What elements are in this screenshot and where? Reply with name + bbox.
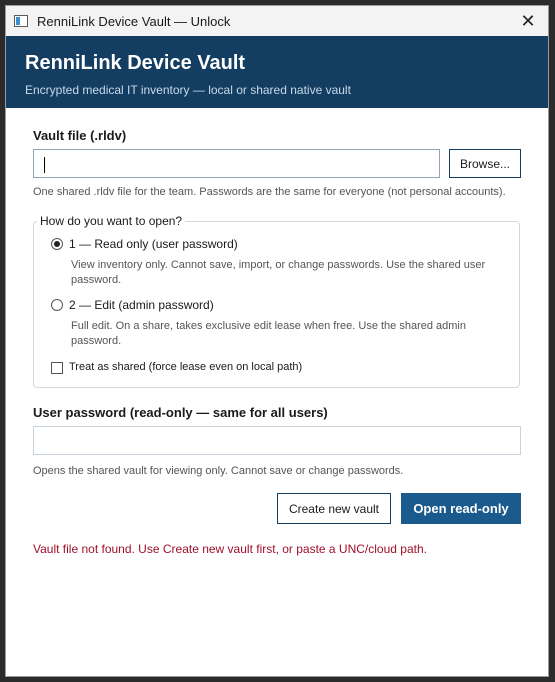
edit-label[interactable]: 2 — Edit (admin password) xyxy=(69,298,214,312)
status-error-message: Vault file not found. Use Create new vault first, or paste a UNC/cloud path. xyxy=(33,542,427,556)
password-hint: Opens the shared vault for viewing only. Cannot save or change passwords. xyxy=(33,465,404,477)
text-caret xyxy=(44,157,45,173)
read-only-radio[interactable] xyxy=(51,238,63,250)
open-read-only-button[interactable]: Open read-only xyxy=(401,493,521,524)
edit-radio[interactable] xyxy=(51,299,63,311)
title-bar xyxy=(6,6,548,36)
password-label: User password (read-only — same for all users) xyxy=(33,405,328,420)
password-input[interactable] xyxy=(33,426,521,455)
vault-file-hint: One shared .rldv file for the team. Passwords are the same for everyone (not personal accounts). xyxy=(33,186,506,198)
treat-as-shared-label[interactable]: Treat as shared (force lease even on local path) xyxy=(69,361,303,373)
banner-subtitle: Encrypted medical IT inventory — local or shared native vault xyxy=(25,83,351,97)
read-only-label[interactable]: 1 — Read only (user password) xyxy=(69,237,238,251)
open-mode-legend: How do you want to open? xyxy=(37,214,185,228)
treat-as-shared-checkbox[interactable] xyxy=(51,362,63,374)
edit-description: Full edit. On a share, takes exclusive edit lease when free. Use the shared admin password. xyxy=(71,320,466,347)
browse-button[interactable]: Browse... xyxy=(449,149,521,178)
header-banner xyxy=(6,36,548,108)
window-app-icon xyxy=(14,15,28,27)
window-title: RenniLink Device Vault — Unlock xyxy=(37,13,231,29)
create-new-vault-button[interactable]: Create new vault xyxy=(277,493,391,524)
unlock-window xyxy=(5,5,549,677)
vault-file-label: Vault file (.rldv) xyxy=(33,128,127,143)
vault-file-input[interactable] xyxy=(33,149,440,178)
read-only-description: View inventory only. Cannot save, import, or change passwords. Use the shared user password. xyxy=(71,259,486,286)
close-icon[interactable]: ✕ xyxy=(520,10,536,31)
banner-title: RenniLink Device Vault xyxy=(25,52,246,74)
